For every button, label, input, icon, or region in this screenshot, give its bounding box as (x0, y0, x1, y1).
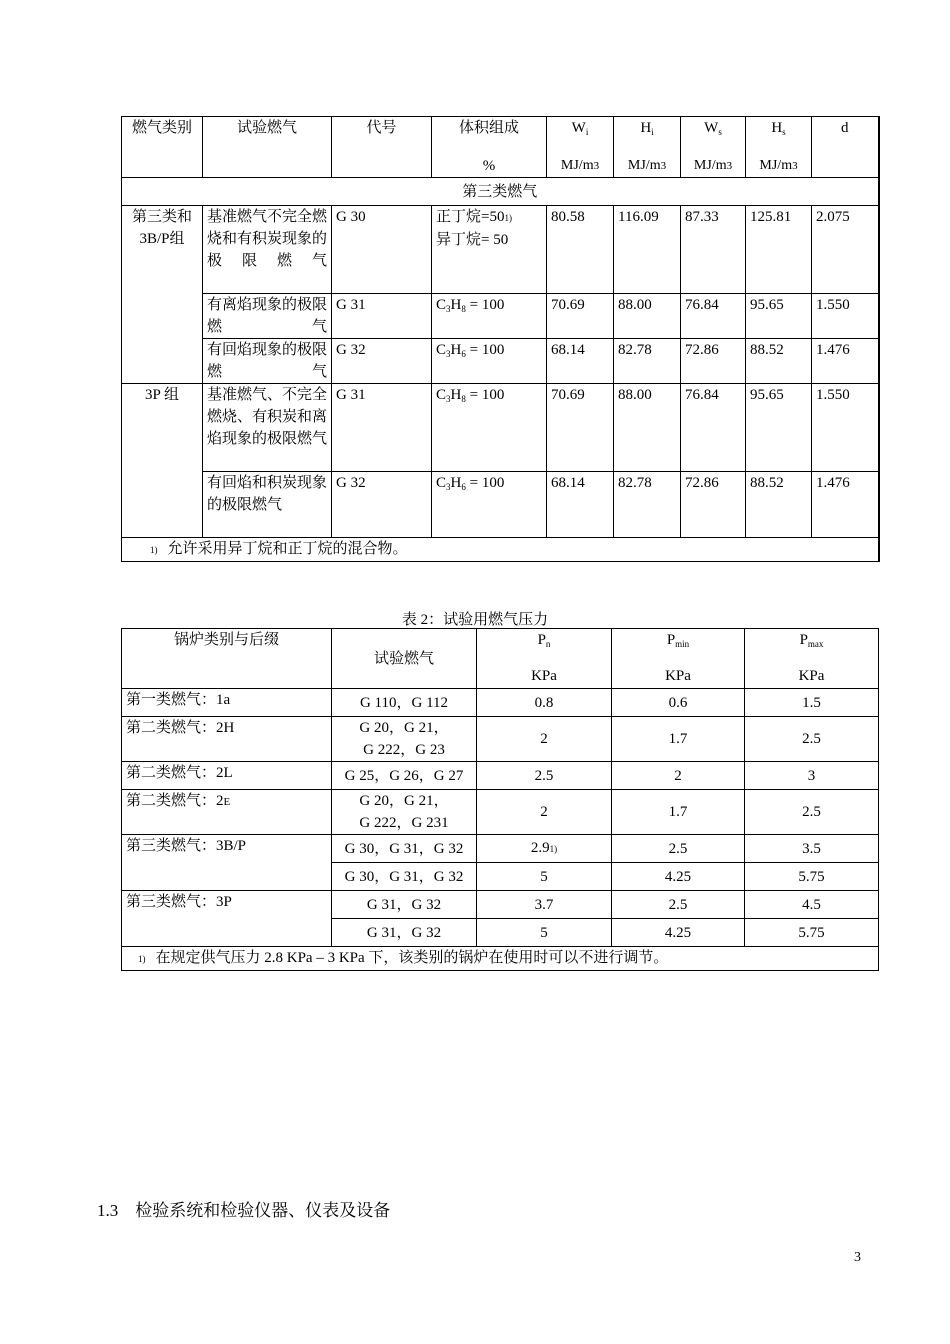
d-cell: 1.476 (812, 472, 879, 538)
pn-cell: 5 (477, 919, 612, 947)
hs-cell: 95.65 (746, 384, 812, 472)
pn-cell: 3.7 (477, 891, 612, 919)
composition-cell: $C_3H_6 = 100$ (432, 472, 547, 538)
pn-cell: 5 (477, 863, 612, 891)
table-row (122, 472, 879, 538)
ws-cell: 76.84 (681, 294, 746, 339)
gas-cell: G 20，G 21， G 222，G 23 (332, 717, 477, 762)
pmin-cell: 2.5 (612, 891, 745, 919)
table-row (122, 339, 879, 384)
ws-cell: 76.84 (681, 384, 746, 472)
header-d: d (812, 117, 879, 178)
gas-cell: G 30，G 31，G 32 (332, 835, 477, 863)
composition-cell: 正丁烷=501) 异丁烷= 50 (432, 206, 547, 294)
page-number: 3 (854, 1250, 861, 1265)
composition-label: 体积组成 (458, 120, 519, 136)
test-gas-cell: 有回焰和积炭现象的极限燃气 (203, 472, 332, 538)
test-gas-cell: 基准燃气、不完全燃烧、有积炭和离焰现象的极限燃气 (203, 384, 332, 472)
gas-cell: G 25，G 26，G 27 (332, 762, 477, 790)
pn-cell: 2.91) (477, 835, 612, 863)
table-row (122, 689, 879, 717)
pmax-cell: 4.5 (745, 891, 879, 919)
wi-cell: 68.14 (547, 339, 614, 384)
category-cell: 第三类燃气：3B/P (122, 835, 332, 891)
hs-cell: 88.52 (746, 339, 812, 384)
code-cell: G 32 (332, 472, 432, 538)
wi-cell: 70.69 (547, 384, 614, 472)
pmin-cell: 2.5 (612, 835, 745, 863)
hs-cell: 95.65 (746, 294, 812, 339)
code-cell: G 30 (332, 206, 432, 294)
hs-cell: 88.52 (746, 472, 812, 538)
header-test-gas: 试验燃气 (332, 629, 477, 689)
pmax-cell: 2.5 (745, 790, 879, 835)
table2-caption: 表 2：试验用燃气压力 (401, 612, 549, 628)
category-cell: 第二类燃气：2L (122, 762, 332, 790)
pmin-cell: 0.6 (612, 689, 745, 717)
code-cell: G 31 (332, 294, 432, 339)
d-cell: 1.550 (812, 294, 879, 339)
header-test-gas: 试验燃气 (203, 117, 332, 178)
header-pmin: $P_{min}$ KPa (612, 629, 745, 689)
category-cell: 第二类燃气：2H (122, 717, 332, 762)
table2-header-row (122, 629, 879, 689)
pmax-cell: 3.5 (745, 835, 879, 863)
composition-cell: $C_3H_8 = 100$ (432, 384, 547, 472)
gas-properties-table (121, 116, 880, 562)
hi-cell: 88.00 (614, 294, 681, 339)
code-cell: G 32 (332, 339, 432, 384)
pn-cell: 2 (477, 717, 612, 762)
gas-cell: G 110，G 112 (332, 689, 477, 717)
test-gas-cell: 基准燃气不完全燃烧和有积炭现象的极限燃气 (203, 206, 332, 294)
footnote-row (122, 538, 879, 562)
header-pn: $P_n$ KPa (477, 629, 612, 689)
footnote-row (122, 947, 879, 971)
gas-cell: G 31，G 32 (332, 919, 477, 947)
table1-header-row (122, 117, 879, 178)
pmax-cell: 3 (745, 762, 879, 790)
pn-cell: 0.8 (477, 689, 612, 717)
section-title: 第三类燃气 (122, 178, 879, 206)
header-ws: $W_s$ MJ/m3 (681, 117, 746, 178)
table-row (122, 206, 879, 294)
header-boiler-category: 锅炉类别与后缀 (122, 629, 332, 689)
pmin-cell: 1.7 (612, 790, 745, 835)
pmin-cell: 4.25 (612, 863, 745, 891)
wi-cell: 80.58 (547, 206, 614, 294)
pmax-cell: 2.5 (745, 717, 879, 762)
d-cell: 1.550 (812, 384, 879, 472)
pmax-cell: 1.5 (745, 689, 879, 717)
hi-cell: 82.78 (614, 472, 681, 538)
composition-cell: $C_3H_6 = 100$ (432, 339, 547, 384)
table-row (122, 835, 879, 863)
wi-cell: 68.14 (547, 472, 614, 538)
pmin-cell: 2 (612, 762, 745, 790)
pn-cell: 2.5 (477, 762, 612, 790)
table-row (122, 717, 879, 762)
category-cell: 第二类燃气：2E (122, 790, 332, 835)
table-row (122, 891, 879, 919)
ws-cell: 72.86 (681, 472, 746, 538)
table1-footnote: 1) 允许采用异丁烷和正丁烷的混合物。 (122, 538, 879, 562)
hi-cell: 82.78 (614, 339, 681, 384)
hi-cell: 88.00 (614, 384, 681, 472)
test-gas-cell: 有回焰现象的极限燃气 (203, 339, 332, 384)
pmax-cell: 5.75 (745, 863, 879, 891)
header-composition (432, 117, 547, 178)
pmin-cell: 1.7 (612, 717, 745, 762)
header-wi: $W_i$ MJ/m3 (547, 117, 614, 178)
section-row (122, 178, 879, 206)
header-hi: $H_i$ MJ/m3 (614, 117, 681, 178)
d-cell: 2.075 (812, 206, 879, 294)
table2-footnote: 1) 在规定供气压力 2.8 KPa – 3 KPa 下，该类别的锅炉在使用时可以不进行调节。 (122, 947, 879, 971)
table-row (122, 790, 879, 835)
wi-cell: 70.69 (547, 294, 614, 339)
table-row (122, 384, 879, 472)
composition-unit: % (482, 158, 496, 174)
pn-cell: 2 (477, 790, 612, 835)
section-heading: 1.3 检验系统和检验仪器、仪表及设备 (97, 1201, 391, 1220)
test-gas-cell: 有离焰现象的极限燃气 (203, 294, 332, 339)
ws-cell: 72.86 (681, 339, 746, 384)
hs-cell: 125.81 (746, 206, 812, 294)
d-cell: 1.476 (812, 339, 879, 384)
pmin-cell: 4.25 (612, 919, 745, 947)
header-hs: $H_s$ MJ/m3 (746, 117, 812, 178)
group-label-3p: 3P 组 (122, 384, 203, 538)
gas-cell: G 30，G 31，G 32 (332, 863, 477, 891)
header-gas-category: 燃气类别 (122, 117, 203, 178)
category-cell: 第一类燃气：1a (122, 689, 332, 717)
gas-cell: G 20，G 21， G 222，G 231 (332, 790, 477, 835)
header-code: 代号 (332, 117, 432, 178)
pmax-cell: 5.75 (745, 919, 879, 947)
gas-cell: G 31，G 32 (332, 891, 477, 919)
table-row (122, 294, 879, 339)
category-cell: 第三类燃气：3P (122, 891, 332, 947)
table-row (122, 762, 879, 790)
gas-pressure-table (121, 628, 879, 971)
code-cell: G 31 (332, 384, 432, 472)
header-pmax: $P_{max}$ KPa (745, 629, 879, 689)
hi-cell: 116.09 (614, 206, 681, 294)
ws-cell: 87.33 (681, 206, 746, 294)
group-label-3bp: 第三类和3B/P组 (122, 206, 203, 384)
composition-cell: $C_3H_8 = 100$ (432, 294, 547, 339)
